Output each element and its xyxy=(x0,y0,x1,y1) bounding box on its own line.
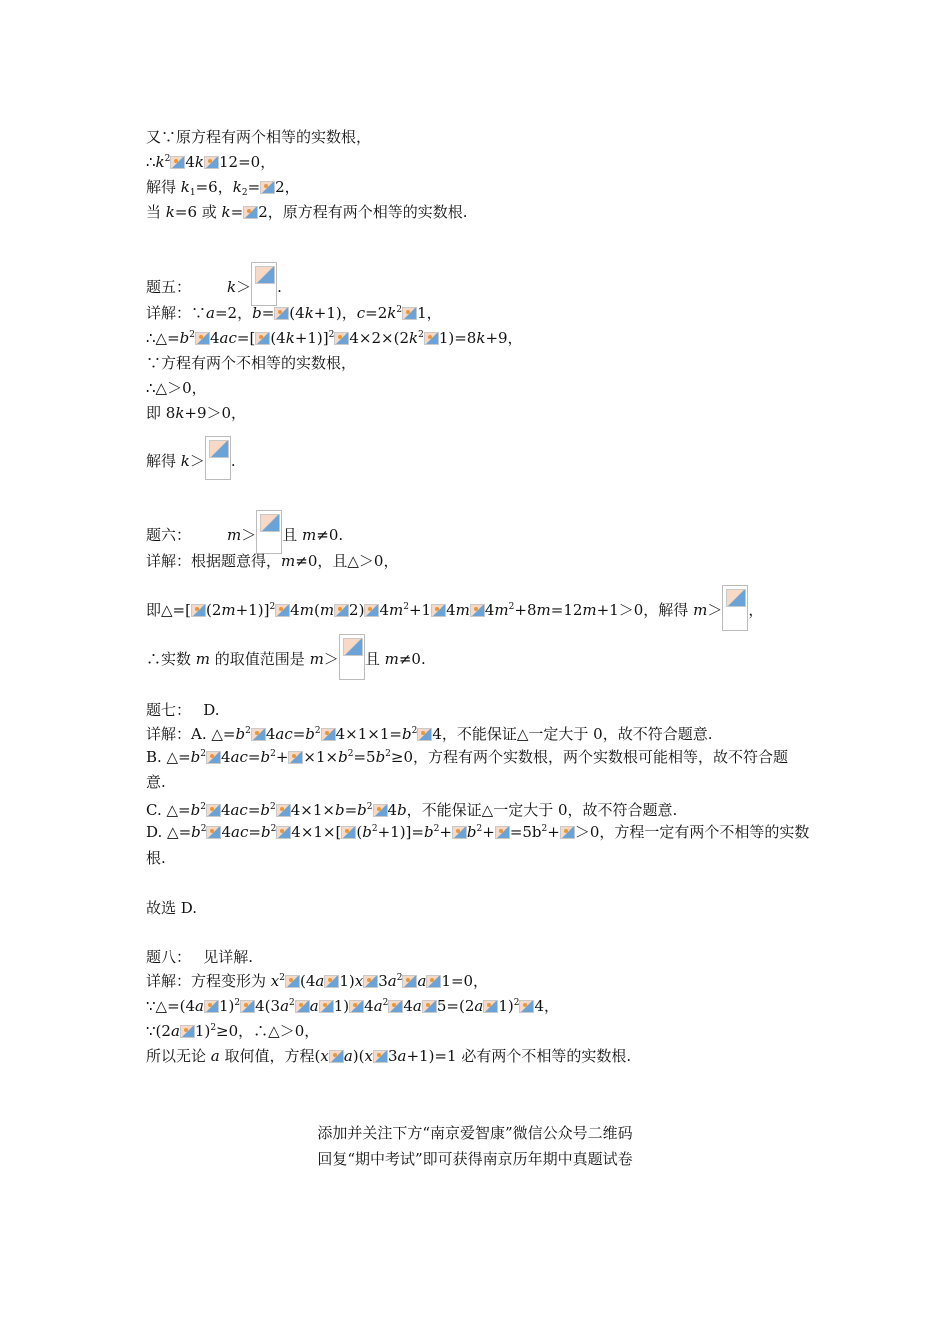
broken-image-icon xyxy=(276,804,291,817)
solution-line: $\therefore\triangle=b^2$ 4ac=[ (4k+1)]$^2$ $4\times 2\times(2k^2$ 1)=8k+9， xyxy=(146,329,523,347)
solution-line: ∴△＞0， xyxy=(146,379,207,397)
solution-line: 根. xyxy=(146,849,166,867)
broken-image-icon xyxy=(170,156,185,169)
broken-image-icon xyxy=(206,804,221,817)
broken-image-icon xyxy=(470,604,485,617)
broken-image-icon xyxy=(276,826,291,839)
broken-image-icon xyxy=(424,332,439,345)
broken-image-icon xyxy=(329,1050,344,1063)
solution-line: 解得 k＞ . xyxy=(146,436,236,480)
footer-line-1: 添加并关注下方“南京爱智康”微信公众号二维码 xyxy=(317,1124,633,1142)
solution-line: ∴实数 m 的取值范围是 m＞ 且 m≠0. xyxy=(146,634,426,680)
broken-image-icon xyxy=(341,826,356,839)
solution-line: 即 8k+9＞0， xyxy=(146,404,247,422)
broken-image-icon xyxy=(285,975,300,988)
broken-image-icon xyxy=(255,332,270,345)
problem-heading: 题七： D. xyxy=(146,701,220,719)
solution-line: D. $\triangle=b^2$ $4ac=b^2$ 4×1×[ $(b^2+1)]=b^2+ b^2+ =5b^2+ >0$，方程一定有两个不相等的实数 xyxy=(146,823,810,841)
broken-image-icon xyxy=(363,975,378,988)
broken-image-icon xyxy=(426,975,441,988)
solution-line: 即△=[ (2m+1)]$^2$ 4m(m 2) $4m^2+1$ 4m $4m^2+8m=12m+1>0$，解得 m＞ ， xyxy=(146,585,763,631)
broken-image-icon xyxy=(274,307,289,320)
answer-line: 故选 D. xyxy=(146,899,198,917)
broken-image-icon xyxy=(364,604,379,617)
solution-line: 所以无论 a 取何值，方程(x a)(x 3a+1)=1 必有两个不相等的实数根. xyxy=(146,1047,632,1065)
broken-image-icon xyxy=(204,156,219,169)
broken-image-icon xyxy=(319,1000,334,1013)
fraction-image xyxy=(722,585,748,631)
broken-image-icon xyxy=(275,604,290,617)
broken-image-icon xyxy=(334,604,349,617)
broken-image-icon xyxy=(402,975,417,988)
broken-image-icon xyxy=(288,751,303,764)
broken-image-icon xyxy=(251,728,266,741)
broken-image-icon xyxy=(295,1000,310,1013)
solution-line: ∵△=(4a 1)$^2$ $4(3a^2$ a 1) $4a^2$ 4a 5=(2a 1)$^2$ 4， xyxy=(146,997,560,1015)
broken-image-icon xyxy=(519,1000,534,1013)
broken-image-icon xyxy=(334,332,349,345)
broken-image-icon xyxy=(204,1000,219,1013)
broken-image-icon xyxy=(388,1000,403,1013)
broken-image-icon xyxy=(452,826,467,839)
broken-image-icon xyxy=(422,1000,437,1013)
broken-image-icon xyxy=(373,1050,388,1063)
broken-image-icon xyxy=(206,826,221,839)
fraction-image xyxy=(256,510,282,554)
broken-image-icon xyxy=(240,1000,255,1013)
solution-line: 详解：A. $\triangle=b^2$ $4ac=b^2$ $4\times 1\times 1=b^2$ 4，不能保证△一定大于 0，故不符合题意. xyxy=(146,725,713,743)
broken-image-icon xyxy=(483,1000,498,1013)
broken-image-icon xyxy=(195,332,210,345)
solution-line: 详解：∵a=2，b= (4k+1)，$c=2k^2$ 1， xyxy=(146,304,442,322)
problem-heading: 题六： m＞ 且 m≠0. xyxy=(146,510,343,554)
broken-image-icon xyxy=(349,1000,364,1013)
broken-image-icon xyxy=(260,181,275,194)
broken-image-icon xyxy=(495,826,510,839)
broken-image-icon xyxy=(417,728,432,741)
solution-line: $\therefore k^2$ 4k 12=0， xyxy=(146,153,276,171)
solution-line: ∵(2a 1)$^2$≥0，∴△＞0， xyxy=(146,1022,320,1040)
broken-image-icon xyxy=(560,826,575,839)
solution-line: 解得 $k_1=6$，$k_2= 2$， xyxy=(146,178,300,198)
broken-image-icon xyxy=(321,728,336,741)
broken-image-icon xyxy=(324,975,339,988)
broken-image-icon xyxy=(243,206,258,219)
broken-image-icon xyxy=(191,604,206,617)
broken-image-icon xyxy=(206,751,221,764)
solution-line: C. $\triangle=b^2$ $4ac=b^2$ $4\times 1\times b=b^2$ 4b，不能保证△一定大于 0，故不符合题意. xyxy=(146,801,678,819)
broken-image-icon xyxy=(180,1025,195,1038)
fraction-image xyxy=(251,262,277,306)
fraction-image xyxy=(339,634,365,680)
fraction-image xyxy=(205,436,231,480)
solution-line: 意. xyxy=(146,773,166,791)
solution-line: B. $\triangle=b^2$ $4ac=b^2+ \times 1\times b^2=5b^2\ge 0$，方程有两个实数根，两个实数根可能相等，故不符合题 xyxy=(146,748,789,766)
broken-image-icon xyxy=(373,804,388,817)
solution-line: 详解：根据题意得，m≠0，且△＞0， xyxy=(146,552,399,570)
footer-line-2: 回复“期中考试”即可获得南京历年期中真题试卷 xyxy=(317,1150,633,1168)
problem-heading: 题八： 见详解. xyxy=(146,948,254,966)
problem-heading: 题五： k＞ . xyxy=(146,262,282,306)
solution-line: 又∵原方程有两个相等的实数根， xyxy=(146,128,372,146)
broken-image-icon xyxy=(402,307,417,320)
solution-line: ∵方程有两个不相等的实数根， xyxy=(146,354,357,372)
solution-line: 详解：方程变形为 $x^2$ (4a 1)x $3a^2$ a 1=0， xyxy=(146,972,489,990)
broken-image-icon xyxy=(431,604,446,617)
solution-line: 当 k=6 或 k= 2，原方程有两个相等的实数根. xyxy=(146,203,468,221)
